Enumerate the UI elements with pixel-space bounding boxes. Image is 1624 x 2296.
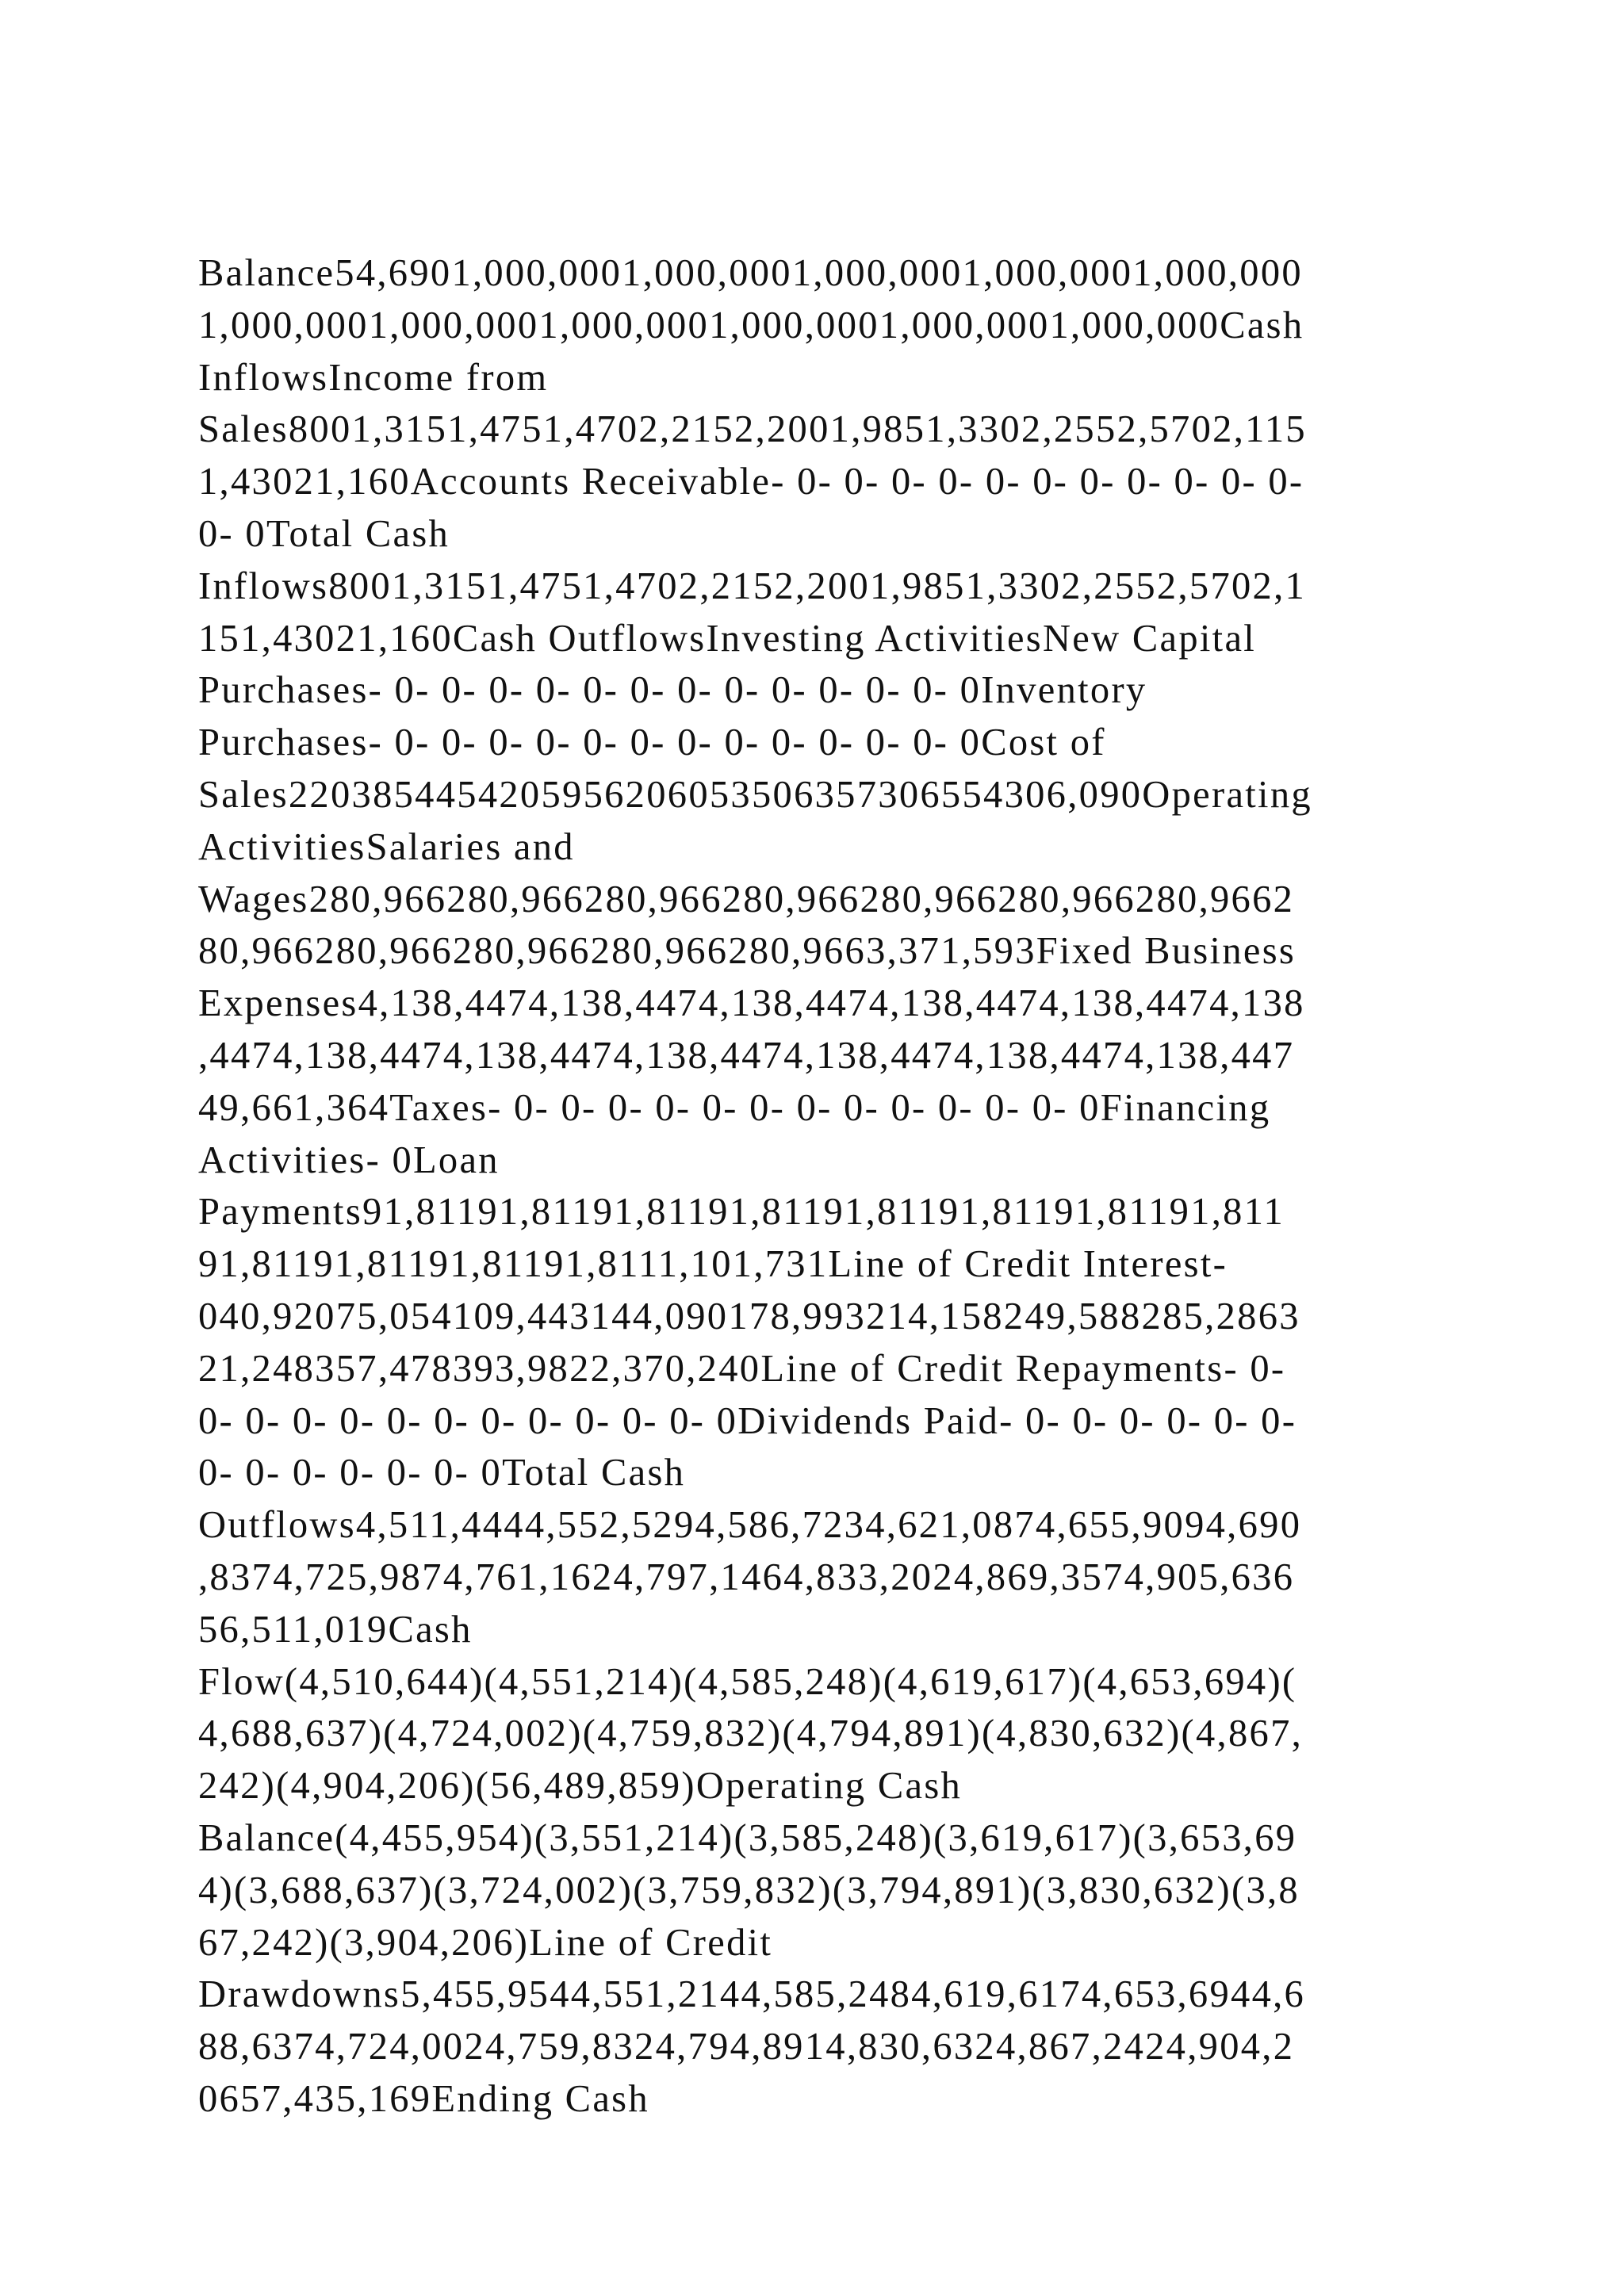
text-line: ,8374,725,9874,761,1624,797,1464,833,2024,869,3574,905,636 — [198, 1556, 1295, 1598]
text-line: Sales8001,3151,4751,4702,2152,2001,9851,3302,2552,5702,115 — [198, 408, 1307, 451]
text-line: 56,511,019Cash — [198, 1608, 473, 1651]
text-line: ,4474,138,4474,138,4474,138,4474,138,4474,138,4474,138,447 — [198, 1034, 1295, 1077]
text-line: 0657,435,169Ending Cash — [198, 2077, 649, 2120]
text-line: Outflows4,511,4444,552,5294,586,7234,621,0874,655,9094,690 — [198, 1504, 1302, 1547]
text-line: 91,81191,81191,81191,8111,101,731Line of Credit Interest- — [198, 1243, 1228, 1286]
text-line: 4,688,637)(4,724,002)(4,759,832)(4,794,891)(4,830,632)(4,867, — [198, 1712, 1304, 1755]
text-line: Expenses4,138,4474,138,4474,138,4474,138,4474,138,4474,138 — [198, 982, 1305, 1025]
text-line: Balance(4,455,954)(3,551,214)(3,585,248)(3,619,617)(3,653,69 — [198, 1816, 1297, 1859]
text-line: 0- 0- 0- 0- 0- 0- 0Total Cash — [198, 1452, 686, 1494]
text-line: ActivitiesSalaries and — [198, 825, 575, 868]
text-line: 0- 0Total Cash — [198, 512, 450, 555]
text-line: InflowsIncome from — [198, 356, 549, 399]
text-line: 4)(3,688,637)(3,724,002)(3,759,832)(3,794,891)(3,830,632)(3,8 — [198, 1869, 1300, 1911]
text-line: 67,242)(3,904,206)Line of Credit — [198, 1921, 773, 1964]
text-line: 151,43021,160Cash OutflowsInvesting ActivitiesNew Capital — [198, 617, 1257, 660]
text-line: 21,248357,478393,9822,370,240Line of Credit Repayments- 0- — [198, 1347, 1286, 1390]
text-line: 040,92075,054109,443144,090178,993214,158249,588285,2863 — [198, 1295, 1300, 1337]
text-line: Drawdowns5,455,9544,551,2144,585,2484,619,6174,653,6944,6 — [198, 1973, 1306, 2016]
text-line: Sales2203854454205956206053506357306554306,090Operating — [198, 773, 1312, 816]
text-line: Payments91,81191,81191,81191,81191,81191,81191,81191,811 — [198, 1191, 1285, 1234]
text-line: Purchases- 0- 0- 0- 0- 0- 0- 0- 0- 0- 0- 0- 0- 0Cost of — [198, 721, 1106, 764]
text-line: Inflows8001,3151,4751,4702,2152,2001,9851,3302,2552,5702,1 — [198, 564, 1307, 607]
text-line: 0- 0- 0- 0- 0- 0- 0- 0- 0- 0- 0- 0Dividends Paid- 0- 0- 0- 0- 0- 0- — [198, 1399, 1297, 1442]
text-line: 88,6374,724,0024,759,8324,794,8914,830,6324,867,2424,904,2 — [198, 2026, 1295, 2068]
text-line: Purchases- 0- 0- 0- 0- 0- 0- 0- 0- 0- 0- 0- 0- 0Inventory — [198, 669, 1147, 712]
text-line: Activities- 0Loan — [198, 1138, 500, 1181]
text-line: Balance54,6901,000,0001,000,0001,000,0001,000,0001,000,000 — [198, 252, 1303, 294]
text-line: Wages280,966280,966280,966280,966280,966280,966280,9662 — [198, 878, 1295, 920]
text-line: 80,966280,966280,966280,966280,9663,371,593Fixed Business — [198, 930, 1297, 973]
text-line: 1,43021,160Accounts Receivable- 0- 0- 0- 0- 0- 0- 0- 0- 0- 0- 0- — [198, 461, 1304, 503]
text-line: 1,000,0001,000,0001,000,0001,000,0001,000,0001,000,000Cash — [198, 304, 1304, 346]
text-line: 49,661,364Taxes- 0- 0- 0- 0- 0- 0- 0- 0- 0- 0- 0- 0- 0Financing — [198, 1086, 1271, 1129]
text-line: 242)(4,904,206)(56,489,859)Operating Cash — [198, 1765, 963, 1808]
cash-flow-text-block — [198, 247, 1435, 2126]
text-line: Flow(4,510,644)(4,551,214)(4,585,248)(4,619,617)(4,653,694)( — [198, 1660, 1297, 1703]
